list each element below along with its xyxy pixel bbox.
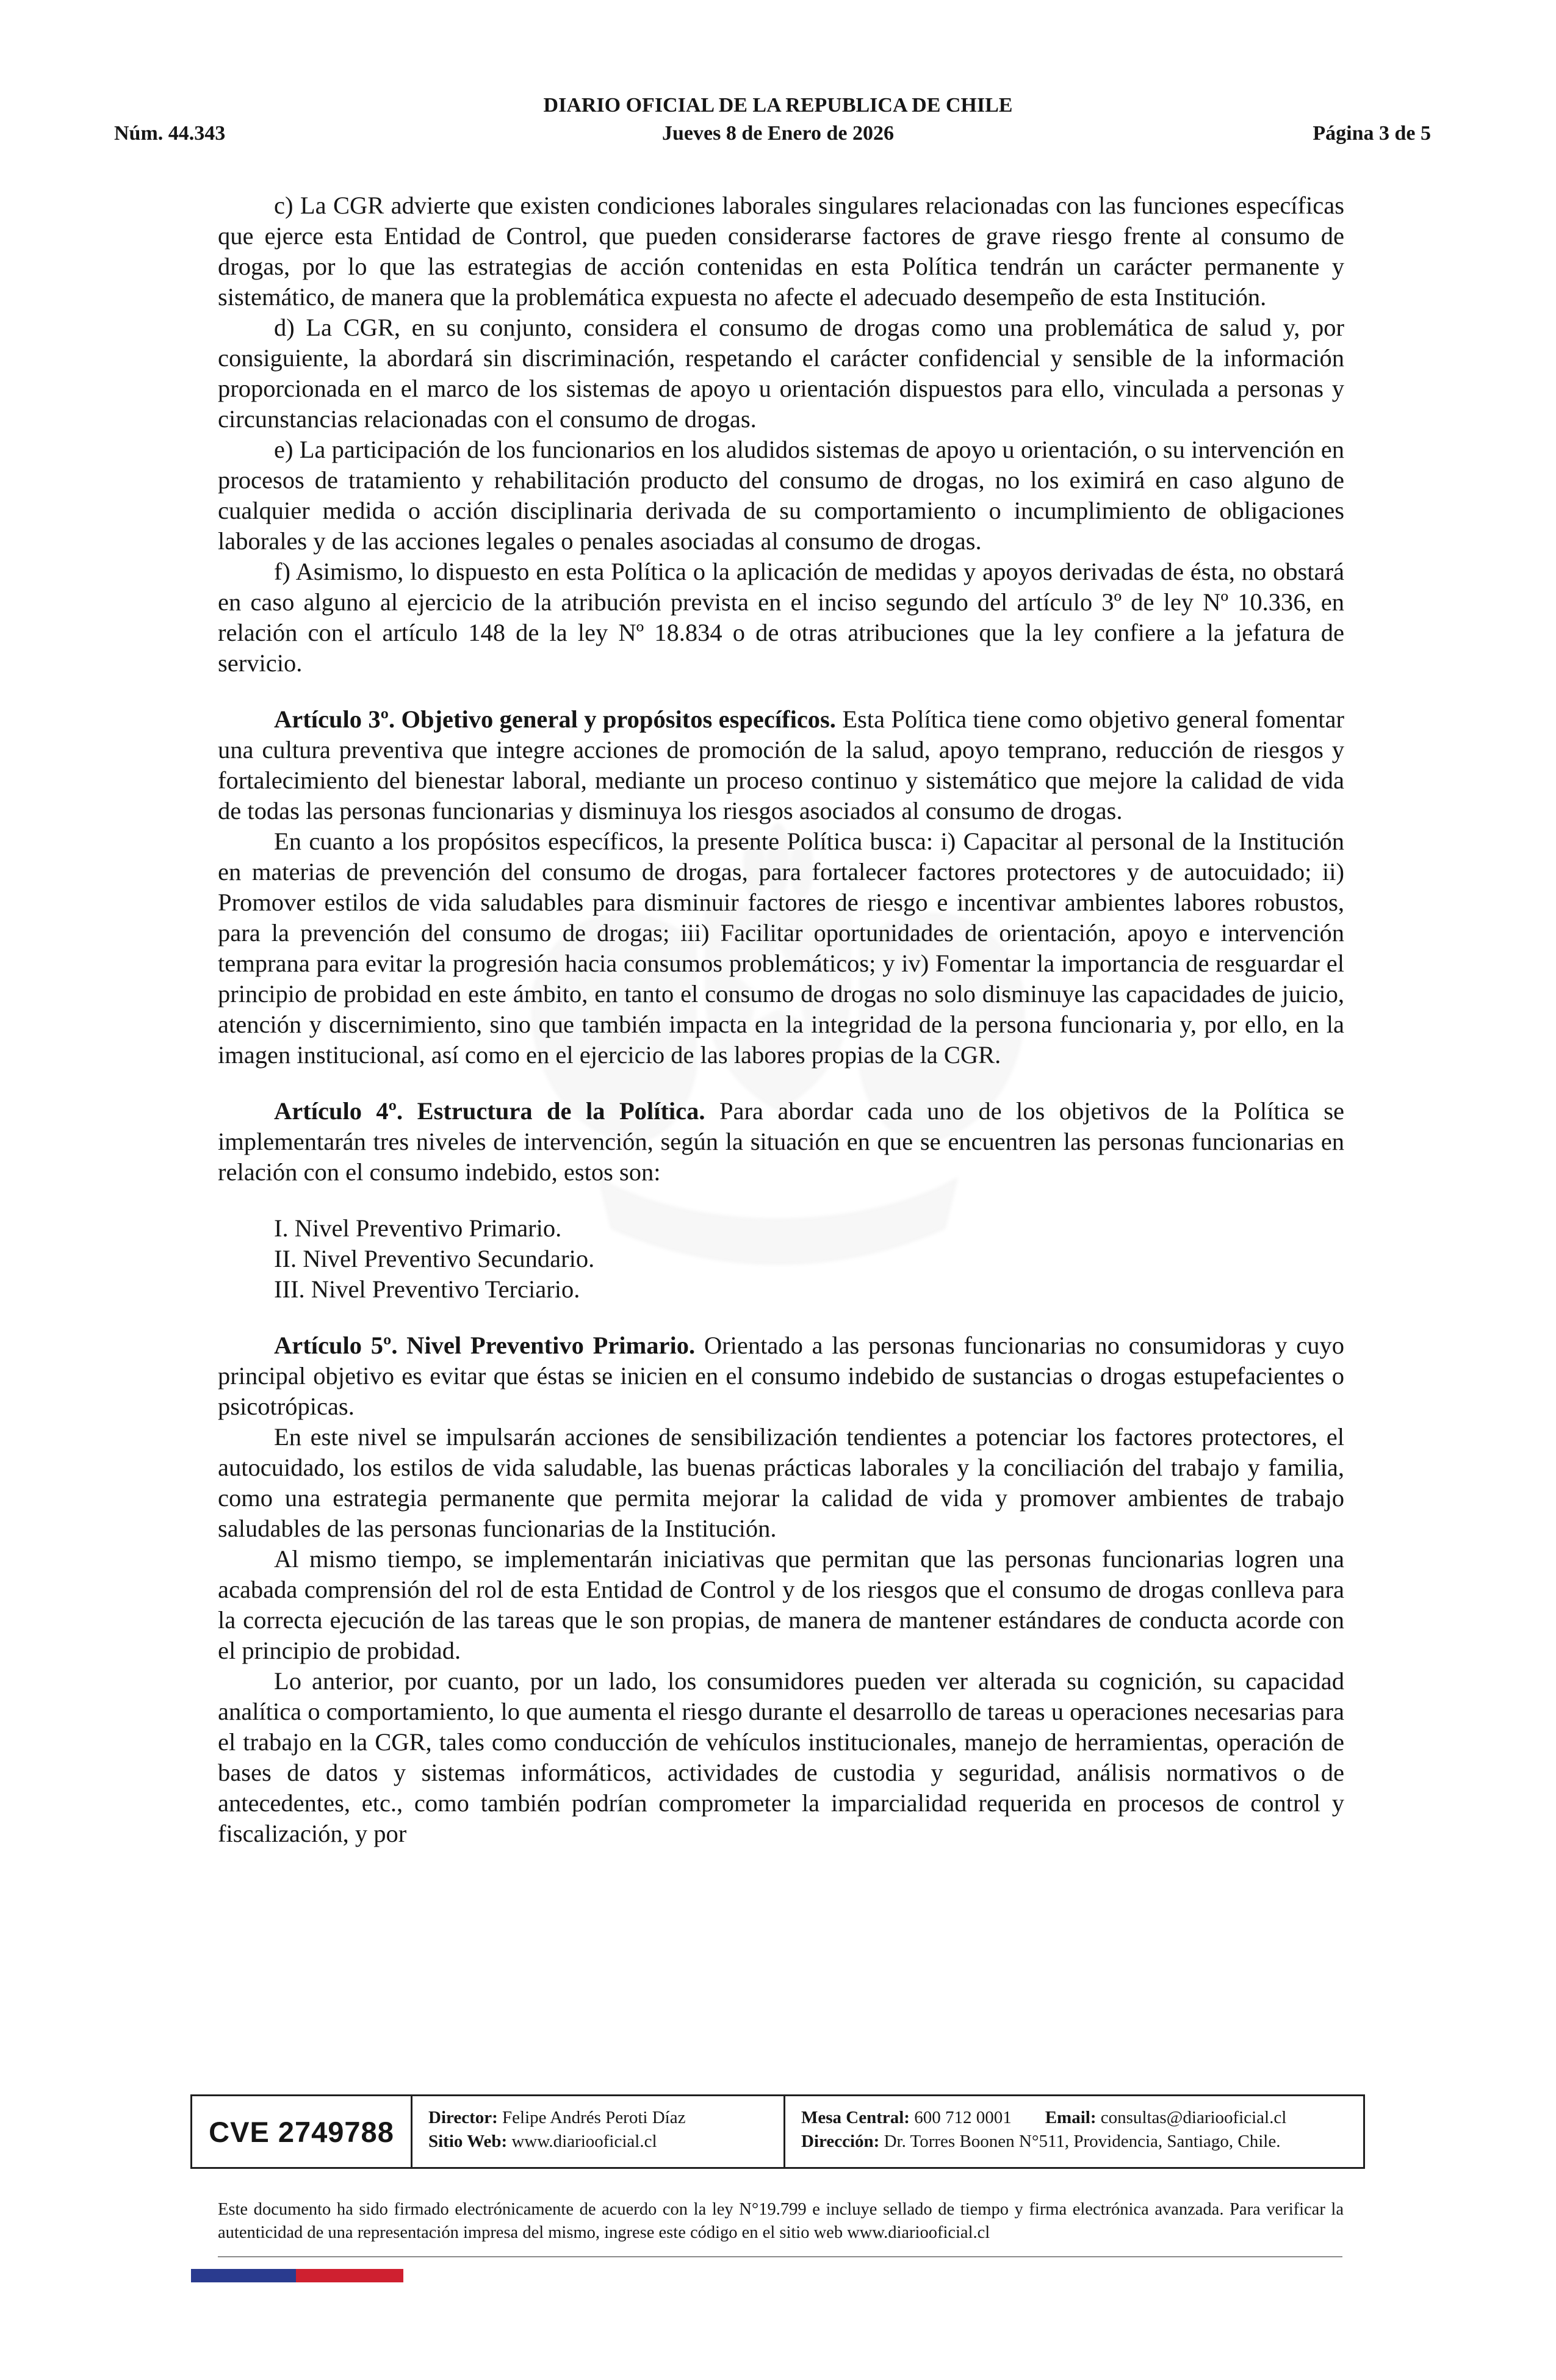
gazette-date: Jueves 8 de Enero de 2026 <box>662 122 894 145</box>
body-paragraph: Al mismo tiempo, se implementarán iniciativas que permitan que las personas funcionarias logren una acabada comprensión del rol de esta Entidad de Control y de los riesgos que el consumo de drogas conlleva para la correcta ejecución de las tareas que le son propias, de manera de mantener estándares de conducta acorde con el principio de probidad. <box>218 1545 1344 1664</box>
body-paragraph: c) La CGR advierte que existen condiciones laborales singulares relacionadas con las funciones específicas que ejerce esta Entidad de Control, que pueden considerarse factores de grave riesgo frente al consumo de drogas, por lo que las estrategias de acción contenidas en esta Política tendrán un carácter permanente y sistemático, de manera que la problemática expuesta no afecte el adecuado desempeño de esta Institución. <box>218 192 1344 311</box>
cve-number: CVE 2749788 <box>209 2115 394 2148</box>
email-value: consultas@diariooficial.cl <box>1100 2108 1287 2127</box>
article-paragraph <box>218 1096 1344 1188</box>
director-name: Felipe Andrés Peroti Díaz <box>502 2108 686 2127</box>
website-label: Sitio Web: <box>428 2132 508 2151</box>
document-body <box>218 190 1344 1849</box>
body-paragraph: Lo anterior, por cuanto, por un lado, los consumidores pueden ver alterada su cognición, su capacidad analítica o comportamiento, lo que aumenta el riesgo durante el desarrollo de tareas u operaciones necesarias para el trabajo en la CGR, tales como conducción de vehículos institucionales, manejo de herramientas, operación de bases de datos y sistemas informáticos, actividades de custodia y seguridad, análisis normativos o de antecedentes, etc., como también podrían comprometer la imparcialidad requerida en procesos de control y fiscalización, y por <box>218 1667 1344 1847</box>
phone-email-line <box>801 2106 1363 2130</box>
article-text: Para abordar cada uno de los objetivos de la Política se implementarán tres niveles de intervención, según la situación en que se encuentren las personas funcionarias en relación con el consumo indebido, estos son: <box>218 1097 1344 1186</box>
issue-number: Núm. 44.343 <box>114 122 226 145</box>
director-line <box>428 2106 783 2130</box>
flag-blue-segment <box>191 2269 296 2282</box>
website-line <box>428 2130 783 2154</box>
list-item: I. Nivel Preventivo Primario. <box>274 1214 562 1242</box>
article-heading: Artículo 4º. Estructura de la Política. <box>274 1097 705 1125</box>
contact-info <box>785 2096 1363 2167</box>
director-info <box>412 2096 783 2167</box>
article-heading: Artículo 3º. Objetivo general y propósitos específicos. <box>274 705 836 733</box>
body-paragraph: En este nivel se impulsarán acciones de sensibilización tendientes a potenciar los factores protectores, el autocuidado, los estilos de vida saludable, las buenas prácticas laborales y la conciliación del trabajo y familia, como una estrategia permanente que permita mejorar la calidad de vida y promover ambientes de trabajo saludables de las personas funcionarias de la Institución. <box>218 1423 1344 1542</box>
article-text: Orientado a las personas funcionarias no consumidoras y cuyo principal objetivo es evitar que éstas se inicien en el consumo indebido de sustancias o drogas estupefacientes o psicotrópicas. <box>218 1332 1344 1420</box>
gazette-title: DIARIO OFICIAL DE LA REPUBLICA DE CHILE <box>543 94 1013 117</box>
signature-notice: Este documento ha sido firmado electrónicamente de acuerdo con la ley N°19.799 e incluye sellado de tiempo y firma electrónica avanzada. Para verificar la autenticidad de una representación impresa del mismo, ingrese este código en el sitio web www.diariooficial.cl <box>218 2200 1344 2242</box>
address-value: Dr. Torres Boonen N°511, Providencia, Santiago, Chile. <box>884 2132 1281 2151</box>
director-label: Director: <box>428 2108 498 2127</box>
body-paragraph: f) Asimismo, lo dispuesto en esta Política o la aplicación de medidas y apoyos derivadas de ésta, no obstará en caso alguno al ejercicio de la atribución prevista en el inciso segundo del artículo 3º de ley Nº 10.336, en relación con el artículo 148 de la ley Nº 18.834 o de otras atribuciones que la ley confiere a la jefatura de servicio. <box>218 558 1344 677</box>
article-paragraph <box>218 704 1344 826</box>
list-item: III. Nivel Preventivo Terciario. <box>274 1275 580 1303</box>
email-label: Email: <box>1045 2108 1097 2127</box>
cve-box <box>190 2094 1365 2169</box>
article-text: Esta Política tiene como objetivo general fomentar una cultura preventiva que integre acciones de promoción de la salud, apoyo temprano, reducción de riesgos y fortalecimiento del bienestar laboral, mediante un proceso continuo y sistemático que mejore la calidad de vida de todas las personas funcionarias y disminuya los riesgos asociados al consumo de drogas. <box>218 705 1344 824</box>
footer-rule <box>218 2256 1342 2257</box>
phone-label: Mesa Central: <box>801 2108 910 2127</box>
body-paragraph: En cuanto a los propósitos específicos, la presente Política busca: i) Capacitar al personal de la Institución en materias de prevención del consumo de drogas, para fortalecer factores protectores y de autocuidado; ii) Promover estilos de vida saludables para disminuir factores de riesgo e incentivar ambientes labores robustos, para la prevención del consumo de drogas; iii) Facilitar oportunidades de orientación, apoyo e intervención temprana para evitar la progresión hacia consumos problemáticos; y iv) Fomentar la importancia de resguardar el principio de probidad en este ámbito, en tanto el consumo de drogas no solo disminuye las capacidades de juicio, atención y discernimiento, sino que también impacta en la integridad de la persona funcionaria y, por ello, en la imagen institucional, así como en el ejercicio de las labores propias de la CGR. <box>218 828 1344 1069</box>
article-paragraph <box>218 1330 1344 1422</box>
article-heading: Artículo 5º. Nivel Preventivo Primario. <box>274 1332 696 1359</box>
flag-red-segment <box>296 2269 403 2282</box>
address-line <box>801 2130 1363 2154</box>
address-label: Dirección: <box>801 2132 880 2151</box>
phone-value: 600 712 0001 <box>914 2108 1012 2127</box>
body-paragraph: e) La participación de los funcionarios en los aludidos sistemas de apoyo u orientación, o su intervención en procesos de tratamiento y rehabilitación producto del consumo de drogas, no los eximirá en caso alguno de cualquier medida o acción disciplinaria derivada de su comportamiento o incumplimiento de obligaciones laborales y de las acciones legales o penales asociadas al consumo de drogas. <box>218 436 1344 555</box>
body-paragraph: d) La CGR, en su conjunto, considera el consumo de drogas como una problemática de salud y, por consiguiente, la abordará sin discriminación, respetando el carácter confidencial y sensible de la información proporcionada en el marco de los sistemas de apoyo u orientación dispuestos para ello, vinculada a personas y circunstancias relacionadas con el consumo de drogas. <box>218 314 1344 433</box>
page-number: Página 3 de 5 <box>1313 122 1431 145</box>
chile-flag-mark <box>191 2269 403 2282</box>
list-item: II. Nivel Preventivo Secundario. <box>274 1245 595 1272</box>
website-value: www.diariooficial.cl <box>511 2132 657 2151</box>
